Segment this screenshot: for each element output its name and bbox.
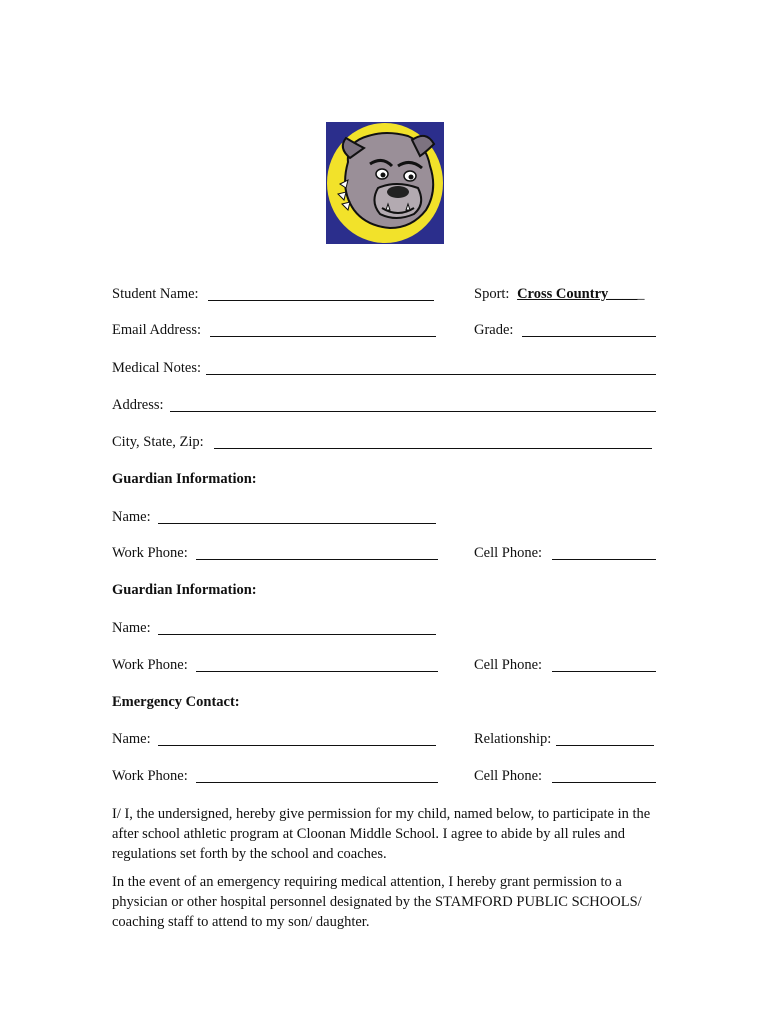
medical-notes-row [112, 358, 672, 378]
emergency-name-field[interactable] [158, 745, 436, 746]
guardian2-cell-phone-label: Cell Phone: [474, 657, 543, 673]
city-state-zip-field[interactable] [214, 448, 652, 449]
emergency-name-label: Name: [112, 731, 151, 747]
medical-notes-label: Medical Notes: [112, 360, 201, 376]
student-name-field[interactable] [208, 300, 434, 301]
emergency-name-row [112, 729, 672, 749]
address-field[interactable] [170, 411, 656, 412]
grade-field[interactable] [522, 336, 656, 337]
city-state-zip-label: City, State, Zip: [112, 434, 204, 450]
guardian1-heading: Guardian Information: [112, 471, 257, 487]
city-state-zip-row [112, 432, 672, 452]
guardian2-name-label: Name: [112, 620, 151, 636]
emergency-relationship-label: Relationship: [474, 731, 552, 747]
student-name-label: Student Name: [112, 286, 199, 302]
sport-group: Sport: Cross Country_____ [474, 286, 645, 302]
emergency-cell-phone-field[interactable] [552, 782, 656, 783]
guardian2-work-phone-label: Work Phone: [112, 657, 188, 673]
address-label: Address: [112, 397, 164, 413]
guardian2-name-field[interactable] [158, 634, 436, 635]
medical-notes-field[interactable] [206, 374, 656, 375]
emergency-paragraph: In the event of an emergency requiring medical attention, I hereby grant permission to a physician or other hospital personnel designated by the STAMFORD PUBLIC SCHOOLS/ coaching staff to attend to my son/ daughter. [112, 874, 642, 930]
guardian2-phone-row [112, 655, 672, 675]
email-row [112, 320, 672, 340]
sport-value[interactable]: Cross Country [517, 286, 609, 302]
email-field[interactable] [210, 336, 436, 337]
emergency-relationship-field[interactable] [556, 745, 654, 746]
sport-trail: ____ [608, 286, 638, 302]
guardian1-cell-phone-field[interactable] [552, 559, 656, 560]
bulldog-icon [326, 122, 444, 244]
emergency-work-phone-label: Work Phone: [112, 768, 188, 784]
permission-paragraph: I/ I, the undersigned, hereby give permission for my child, named below, to participate in the after school athletic program at Cloonan Middle School. I agree to abide by all rules and regulations set forth by the school and coaches. [112, 806, 651, 862]
guardian2-work-phone-field[interactable] [196, 671, 438, 672]
student-name-row [112, 284, 672, 304]
guardian1-phone-row [112, 543, 672, 563]
sport-label: Sport: [474, 286, 510, 302]
guardian2-cell-phone-field[interactable] [552, 671, 656, 672]
guardian1-name-label: Name: [112, 509, 151, 525]
guardian2-name-row [112, 618, 672, 638]
guardian1-name-field[interactable] [158, 523, 436, 524]
address-row [112, 395, 672, 415]
grade-label: Grade: [474, 322, 514, 338]
emergency-work-phone-field[interactable] [196, 782, 438, 783]
guardian1-work-phone-field[interactable] [196, 559, 438, 560]
emergency-cell-phone-label: Cell Phone: [474, 768, 543, 784]
guardian1-work-phone-label: Work Phone: [112, 545, 188, 561]
email-label: Email Address: [112, 322, 202, 338]
guardian1-name-row [112, 507, 672, 527]
bulldog-logo [326, 122, 444, 244]
emergency-heading: Emergency Contact: [112, 694, 240, 710]
emergency-phone-row [112, 766, 672, 786]
guardian2-heading: Guardian Information: [112, 582, 257, 598]
guardian1-cell-phone-label: Cell Phone: [474, 545, 543, 561]
